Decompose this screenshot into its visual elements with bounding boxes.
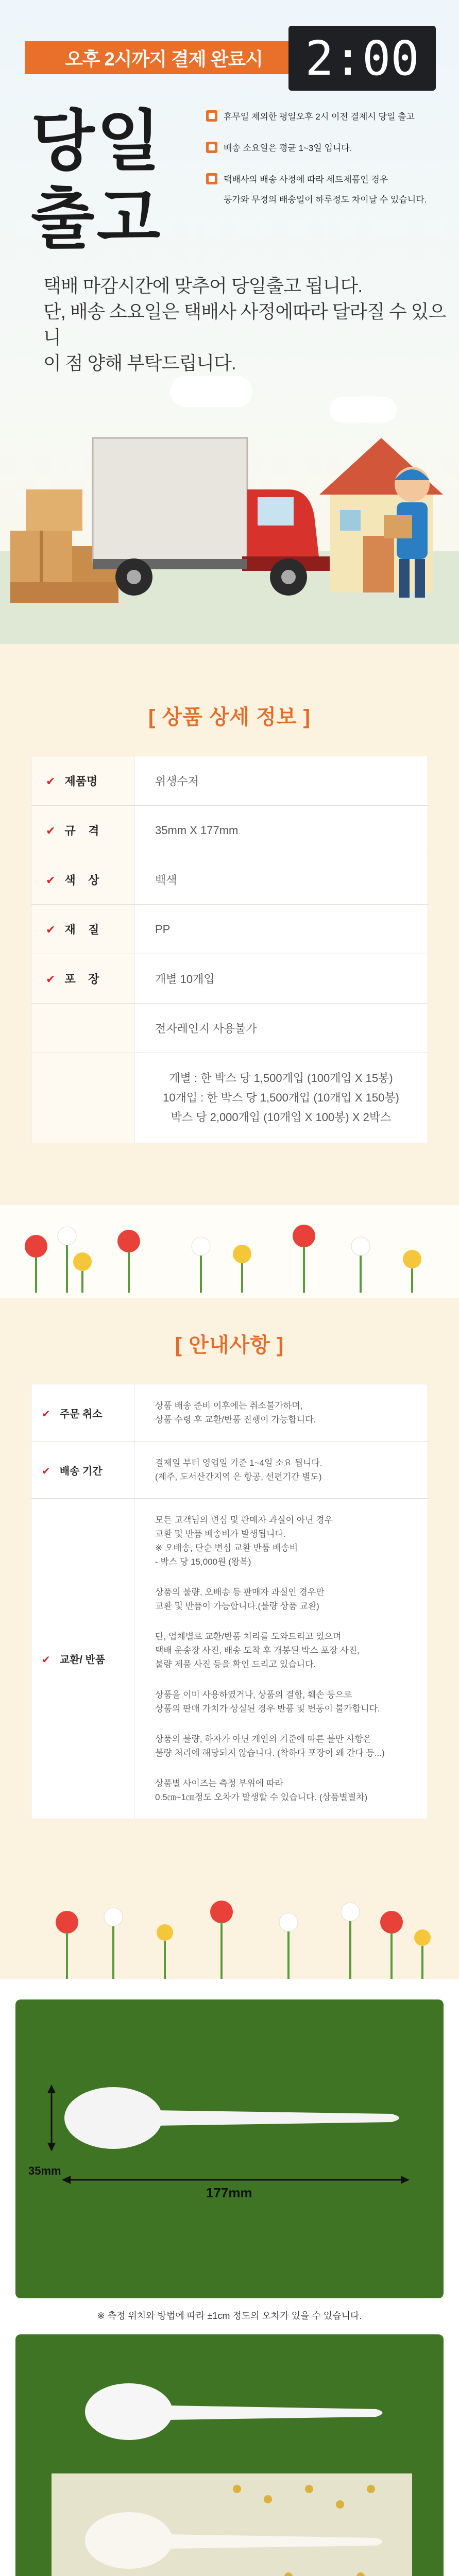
note-item: 휴무일 제외한 평일오후 2시 이전 결제시 당일 출고 — [206, 109, 448, 122]
table-row: ✔ 규 격 35mm X 177mm — [31, 806, 428, 855]
spec-title: [ 상품 상세 정보 ] — [148, 706, 311, 728]
hero-title-line: 출고 — [31, 182, 163, 256]
check-icon: ✔ — [46, 973, 56, 986]
wrapper-icon — [52, 2473, 412, 2576]
note-item: 배송 소요일은 평균 1~3일 입니다. — [206, 141, 448, 154]
delivery-notes — [206, 109, 448, 224]
table-row: 전자레인지 사용불가 — [31, 1004, 428, 1053]
truck-house-illustration — [0, 361, 459, 644]
truck-icon — [93, 438, 330, 596]
spoon-dimension-diagram — [0, 1979, 459, 2334]
dimension-photo — [0, 1979, 459, 2334]
packaging-photo — [0, 2334, 459, 2576]
check-icon: ✔ — [46, 923, 56, 936]
table-row: ✔ 교환/ 반품 모든 고객님의 변심 및 판매자 과실이 아닌 경우 교환 및 반품 배송비가 발생됩니다. ※ 오배송, 단순 변심 교환 반품 배송비 - 박스 당 15,000원 (왕복) 상품의 불량, 오배송 등 판매자 과실인 경우만 교환 및 반품이 가능합니다.(불량 상품 교환) 단, 업체별로 교환/반품 처리를 도와드리고 있으며 택배 운송장 사진, 배송 도착 후 개봉된 박스 포장 사진, 불량 제품 사진 등을 확인 드리고 있습니다. 상품을 이미 사용하였거나, 상품의 결함, 훼손 등으로 상품의 판매 가치가 상실된 경우 반품 및 변동이 불가합니다. 상품의 불량, 하자가 아닌 개인의 기준에 따른 불만 사항은 불량 처리에 해당되지 않습니다. (착하다 포장이 왜 간다 등...) 상품별 사이즈는 측정 부위에 따라 0.5㎝~1㎝정도 오차가 발생할 수 있습니다. (상품별별차) — [31, 1499, 428, 1819]
spec-section — [0, 644, 459, 1205]
spec-table — [31, 756, 428, 1143]
guide-title: [ 안내사항 ] — [175, 1334, 284, 1357]
width-label: 177mm — [206, 2185, 252, 2200]
spoon-icon — [64, 2087, 399, 2149]
delivery-hero — [0, 0, 459, 644]
hero-title-line: 당일 — [31, 105, 163, 178]
check-icon: ✔ — [42, 1408, 50, 1420]
guide-section — [0, 1298, 459, 1876]
table-row: ✔ 포 장 개별 10개입 — [31, 954, 428, 1004]
flower-icon — [0, 1876, 459, 1979]
hero-description: 택배 마감시간에 맞추어 당일출고 됩니다. 단, 배송 소요일은 택배사 사정에따라 달라질 수 있으니 이 점 양해 부탁드립니다. — [43, 275, 446, 374]
delivery-illustration — [0, 361, 459, 644]
bullet-icon — [206, 110, 217, 122]
flower-divider — [0, 1876, 459, 1979]
check-icon: ✔ — [46, 874, 56, 887]
bullet-icon — [206, 173, 217, 184]
flower-icon — [0, 1205, 459, 1298]
same-day-banner: 오후 2시까지 결제 완료시 — [25, 41, 303, 74]
hero-title — [31, 103, 162, 258]
bullet-icon — [206, 142, 217, 153]
check-icon: ✔ — [42, 1465, 50, 1477]
measurement-note: ※ 측정 위치와 방법에 따라 ±1cm 정도의 오차가 있을 수 있습니다. — [97, 2311, 362, 2321]
table-row: ✔ 주문 취소 상품 배송 준비 이후에는 취소불가하며, 상품 수령 후 교환/반품 진행이 가능합니다. — [31, 1384, 428, 1442]
check-icon: ✔ — [46, 775, 56, 788]
clock-display: 2:00 — [288, 26, 436, 91]
table-row: ✔ 재 질 PP — [31, 905, 428, 954]
table-row: 개별 : 한 박스 당 1,500개입 (100개입 X 15봉) 10개입 : 한 박스 당 1,500개입 (10개입 X 150봉) 박스 당 2,000개입 (10개입 X 100봉) X 2박스 — [31, 1053, 428, 1143]
flower-divider — [0, 1205, 459, 1298]
table-row: ✔ 제품명 위생수저 — [31, 756, 428, 806]
note-item: 동가와 무정의 배송일이 하루정도 차이날 수 있습니다. — [224, 195, 427, 205]
packaged-spoon-illustration — [0, 2334, 459, 2576]
table-row: ✔ 색 상 백색 — [31, 855, 428, 905]
table-row: ✔ 배송 기간 결제일 부터 영업일 기준 1~4일 소요 됩니다. (제주, 도서산간지역 은 항공, 선편기간 별도) — [31, 1442, 428, 1499]
guide-table — [31, 1384, 428, 1819]
check-icon: ✔ — [42, 1654, 50, 1666]
note-item: 택배사의 배송 사정에 따라 세트제품인 경우 — [206, 172, 448, 185]
height-label: 35mm — [28, 2164, 61, 2177]
check-icon: ✔ — [46, 824, 56, 837]
spoon-icon — [85, 2383, 383, 2440]
